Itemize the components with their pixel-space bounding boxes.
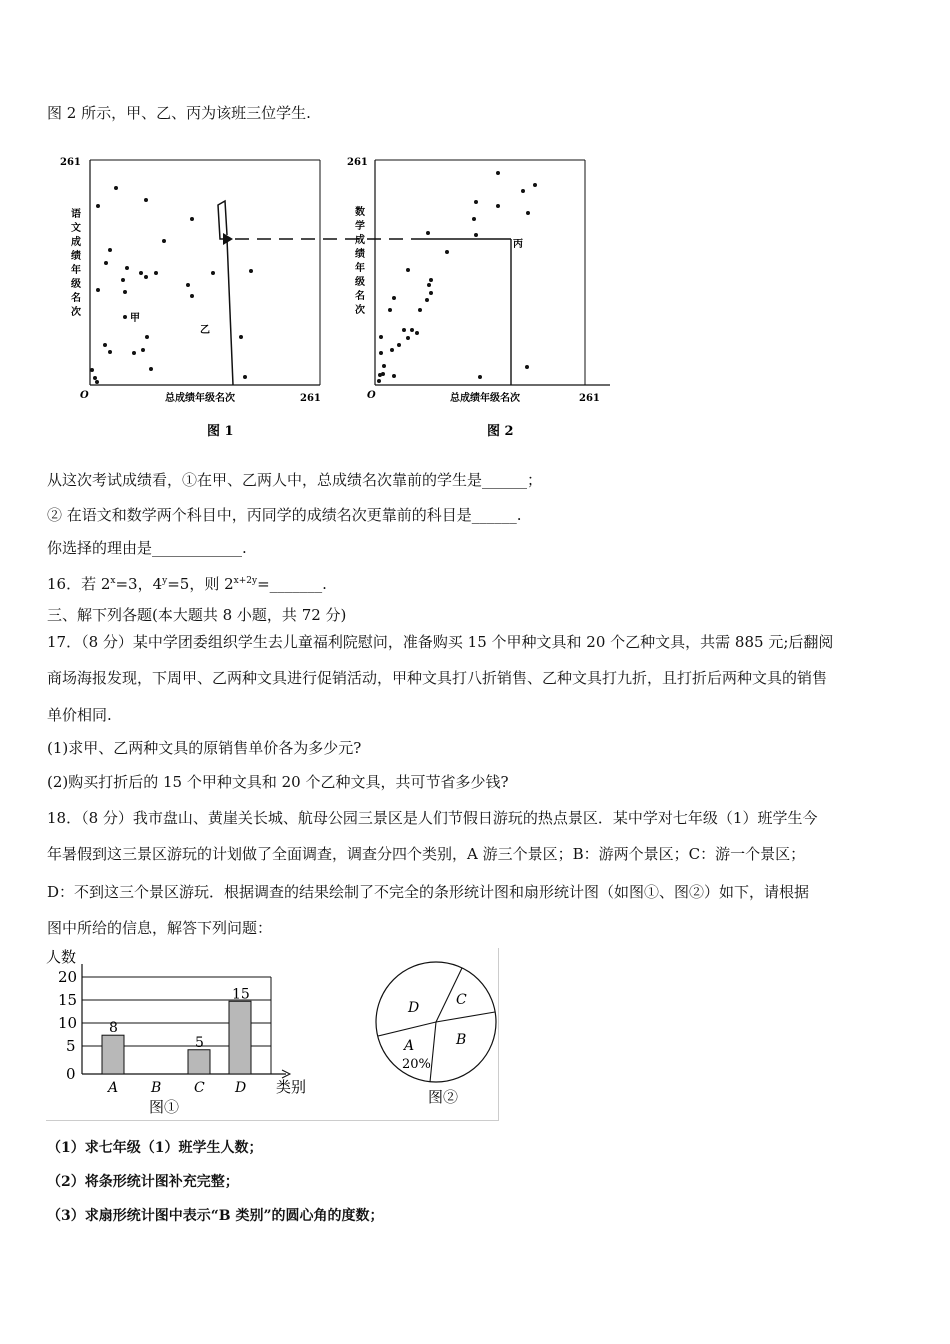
q17-line2: 商场海报发现，下周甲、乙两种文具进行促销活动，甲种文具打八折销售、乙种文具打九折，且打折后两种文具的销售	[47, 669, 828, 687]
bar-category-c: C	[194, 1080, 205, 1096]
section-3-heading: 三、解下列各题(本大题共 8 小题，共 72 分)	[47, 606, 347, 624]
pie-label-a: A	[404, 1038, 415, 1054]
student-jia-label: 甲	[130, 313, 140, 324]
fig2-origin: O	[367, 390, 376, 401]
svg-text:年: 年	[355, 263, 365, 274]
bar-caption: 图①	[149, 1098, 180, 1116]
ytick-0: 0	[66, 1065, 76, 1083]
fig1-ymax-label: 261	[60, 157, 81, 168]
bar-ylabel: 人数	[46, 948, 77, 966]
svg-text:成: 成	[355, 235, 365, 246]
ytick-20: 20	[58, 968, 78, 986]
bar-value-a: 8	[109, 1020, 118, 1037]
bar-value-d: 15	[232, 986, 250, 1003]
svg-text:学: 学	[355, 221, 365, 232]
q17-line1: 17．（8 分）某中学团委组织学生去儿童福利院慰问，准备购买 15 个甲种文具和 20 个乙种文具，共需 885 元;后翻阅	[47, 633, 834, 651]
pie-chart	[370, 952, 498, 1112]
pie-label-b: B	[456, 1032, 467, 1048]
svg-text:名: 名	[71, 293, 81, 304]
pie-label-d: D	[408, 1000, 420, 1016]
bars	[102, 1001, 251, 1074]
svg-text:绩: 绩	[355, 249, 365, 260]
ytick-15: 15	[58, 991, 78, 1009]
intro-line: 图 2 所示，甲、乙、丙为该班三位学生.	[47, 104, 311, 122]
svg-text:次: 次	[71, 307, 81, 318]
bar-category-a: A	[108, 1080, 119, 1096]
q15-line2: ② 在语文和数学两个科目中，丙同学的成绩名次更靠前的科目是______.	[47, 506, 522, 524]
bar-category-labels	[106, 1080, 246, 1096]
bar-category-d: D	[235, 1080, 247, 1096]
scatter-fig2	[347, 157, 610, 439]
bar-a	[102, 1035, 124, 1074]
svg-text:文: 文	[71, 223, 81, 234]
bar-yticks	[58, 968, 77, 1083]
bar-d	[229, 1001, 251, 1074]
fig2-xlabel: 总成绩年级名次	[450, 393, 520, 404]
q18-sub1: （1）求七年级（1）班学生人数；	[47, 1140, 263, 1156]
q18-line3: D：不到这三个景区游玩．根据调查的结果绘制了不完全的条形统计图和扇形统计图（如图①、图②）如下，请根据	[47, 883, 810, 901]
svg-text:数: 数	[355, 207, 365, 218]
bar-c	[188, 1050, 210, 1074]
student-bing-label: 丙	[513, 239, 523, 250]
svg-text:语: 语	[71, 209, 81, 220]
q18-sub3: （3）求扇形统计图中表示“B 类别”的圆心角的度数；	[47, 1208, 384, 1224]
fig2-xmax-label: 261	[579, 393, 600, 404]
q17-sub2: (2)购买打折后的 15 个甲种文具和 20 个乙种文具，共可节省多少钱?	[47, 773, 509, 791]
fig1-origin: O	[80, 390, 89, 401]
bar-value-c: 5	[195, 1034, 204, 1051]
pie-a-percent: 20%	[402, 1057, 431, 1072]
q18-line1: 18．（8 分）我市盘山、黄崖关长城、航母公园三景区是人们节假日游玩的热点景区．某中学对七年级（1）班学生今	[47, 809, 818, 827]
pie-caption: 图②	[428, 1088, 459, 1106]
scatter-figures	[55, 135, 625, 445]
svg-text:成: 成	[71, 237, 81, 248]
svg-text:次: 次	[355, 305, 365, 316]
fig2-ymax-label: 261	[347, 157, 368, 168]
bar-chart	[46, 944, 316, 1122]
q15-line3: 你选择的理由是____________.	[47, 539, 247, 557]
fig2-ylabel	[355, 205, 365, 316]
student-yi-label: 乙	[200, 325, 210, 336]
svg-text:名: 名	[355, 291, 365, 302]
fig2-points	[377, 171, 537, 383]
q18-sub2: （2）将条形统计图补充完整；	[47, 1174, 239, 1190]
svg-text:级: 级	[71, 279, 81, 290]
pie-label-c: C	[456, 992, 467, 1008]
fig1-xlabel: 总成绩年级名次	[165, 393, 235, 404]
q18-line2: 年暑假到这三景区游玩的计划做了全面调查，调查分四个类别，A 游三个景区；B：游两个景区；C：游一个景区；	[47, 845, 806, 863]
fig1-ylabel	[71, 207, 81, 318]
q18-line4: 图中所给的信息，解答下列问题：	[47, 919, 273, 937]
q17-sub1: (1)求甲、乙两种文具的原销售单价各为多少元?	[47, 739, 362, 757]
fig2-caption: 图 2	[487, 424, 514, 439]
bar-xlabel: 类别	[276, 1078, 307, 1096]
bar-category-b: B	[151, 1080, 162, 1096]
svg-text:年: 年	[71, 265, 81, 276]
ytick-10: 10	[58, 1014, 78, 1032]
fig1-xmax-label: 261	[300, 393, 321, 404]
q16-line: 16．若 $2^x=3$，$4^y=5$，则 $2^{x+2y}=\_\_\_\_\_\_\_$.	[47, 575, 327, 593]
ytick-5: 5	[66, 1037, 76, 1055]
svg-text:绩: 绩	[71, 251, 81, 262]
svg-text:级: 级	[355, 277, 365, 288]
fig1-caption: 图 1	[207, 424, 234, 439]
q15-line1: 从这次考试成绩看，①在甲、乙两人中，总成绩名次靠前的学生是______；	[47, 471, 543, 489]
q17-line3: 单价相同.	[47, 706, 112, 724]
